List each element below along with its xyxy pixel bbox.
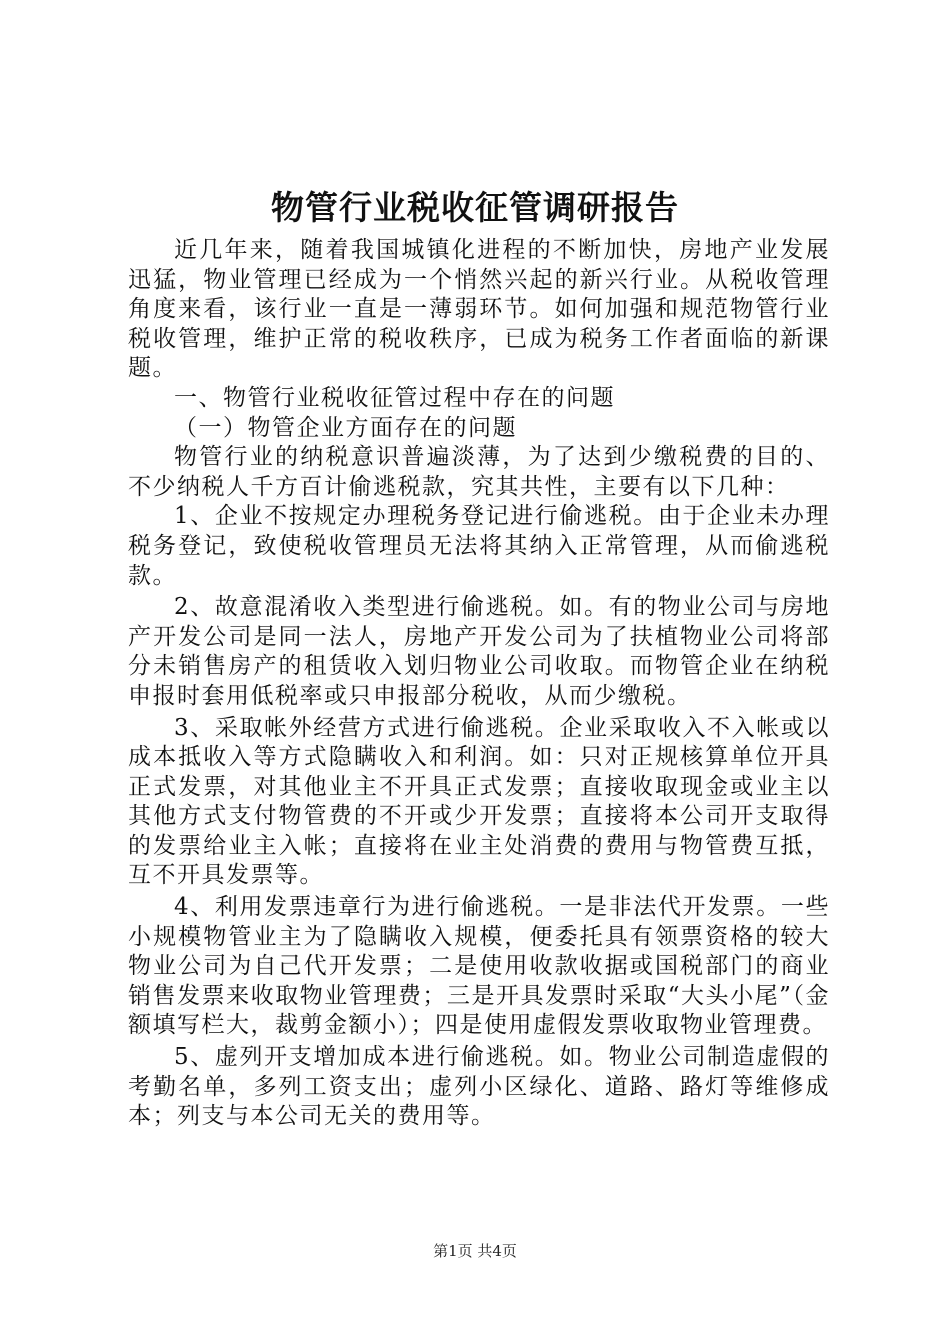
paragraph-item-3: 3、采取帐外经营方式进行偷逃税。企业采取收入不入帐或以成本抵收入等方式隐瞒收入和利润。如：只对正规核算单位开具正式发票，对其他业主不开具正式发票；直接收取现金或业主以其他方式支付物管费的不开或少开发票；直接将本公司开支取得的发票给业主入帐；直接将在业主处消费的费用与物管费互抵，互不开具发票等。 [128, 714, 830, 889]
document-body [128, 236, 830, 1132]
paragraph-intro: 近几年来，随着我国城镇化进程的不断加快，房地产业发展迅猛，物业管理已经成为一个悄然兴起的新兴行业。从税收管理角度来看，该行业一直是一薄弱环节。如何加强和规范物管行业税收管理，维护正常的税收秩序，已成为税务工作者面临的新课题。 [128, 237, 830, 382]
subsection-heading-1: （一）物管企业方面存在的问题 [174, 414, 517, 441]
paragraph-overview: 物管行业的纳税意识普遍淡薄，为了达到少缴税费的目的、不少纳税人千方百计偷逃税款，究其共性，主要有以下几种： [128, 444, 830, 500]
paragraph-item-2: 2、故意混淆收入类型进行偷逃税。如。有的物业公司与房地产开发公司是同一法人，房地产开发公司为了扶植物业公司将部分未销售房产的租赁收入划归物业公司收取。而物管企业在纳税申报时套用低税率或只申报部分税收，从而少缴税。 [128, 594, 830, 709]
section-heading-1: 一、物管行业税收征管过程中存在的问题 [174, 384, 615, 411]
paragraph-item-4: 4、利用发票违章行为进行偷逃税。一是非法代开发票。一些小规模物管业主为了隐瞒收入规模，便委托具有领票资格的较大物业公司为自己代开发票；二是使用收款收据或国税部门的商业销售发票来收取物业管理费；三是开具发票时采取“大头小尾”（金额填写栏大，裁剪金额小）；四是使用虚假发票收取物业管理费。 [128, 894, 830, 1039]
document-title: 物管行业税收征管调研报告 [271, 188, 679, 227]
paragraph-item-5: 5、虚列开支增加成本进行偷逃税。如。物业公司制造虚假的考勤名单，多列工资支出；虚列小区绿化、道路、路灯等维修成本；列支与本公司无关的费用等。 [128, 1044, 830, 1130]
page-footer: 第1页 共4页 [433, 1242, 517, 1260]
paragraph-item-1: 1、企业不按规定办理税务登记进行偷逃税。由于企业未办理税务登记，致使税收管理员无法将其纳入正常管理，从而偷逃税款。 [128, 503, 830, 589]
